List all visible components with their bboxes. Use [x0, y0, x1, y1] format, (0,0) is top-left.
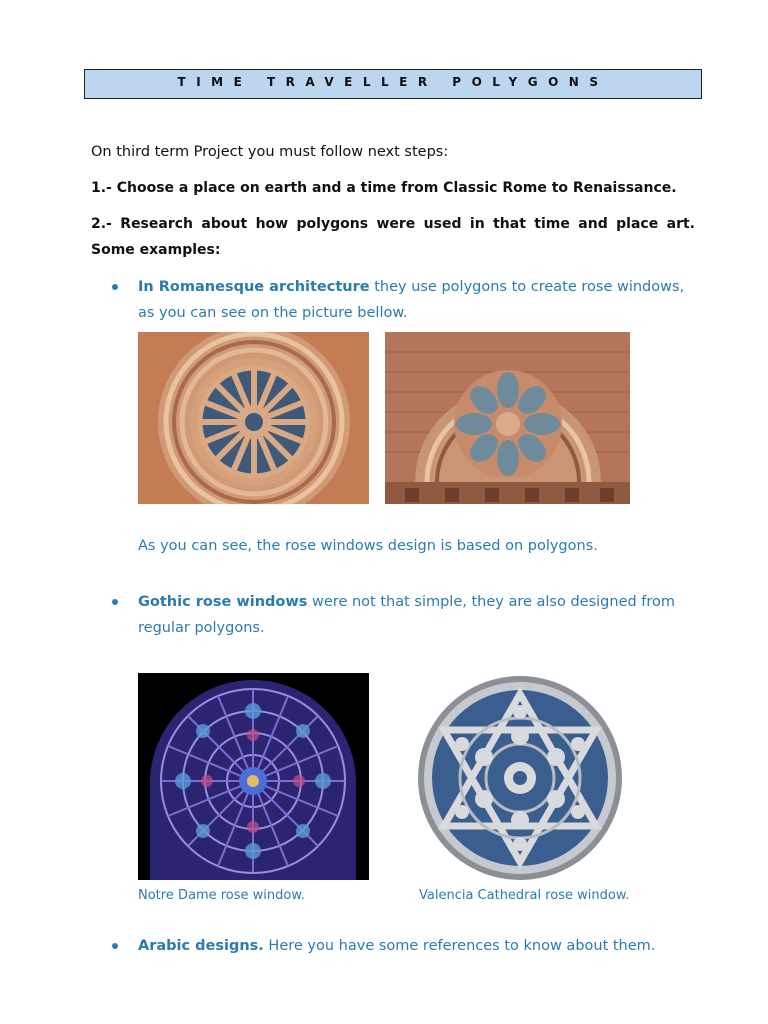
- page-title: TIME TRAVELLER POLYGONS: [177, 75, 609, 89]
- bullet-gothic: [112, 589, 696, 645]
- bullet-icon: [112, 284, 118, 290]
- rose-window-note: As you can see, the rose windows design is based on polygons.: [138, 538, 598, 554]
- notre-dame-caption: Notre Dame rose window.: [138, 888, 305, 903]
- bullet-icon: [112, 599, 118, 605]
- step-2: 2.- Research about how polygons were used in that time and place art. Some examples:: [91, 216, 695, 258]
- bullet-heading: In Romanesque architecture: [138, 279, 370, 295]
- bullet-heading: Arabic designs.: [138, 938, 264, 954]
- bullet-icon: [112, 943, 118, 949]
- bullet-body: they use polygons to create rose windows, as you can see on the picture bellow.: [138, 279, 685, 321]
- romanesque-rose-window-image-1: [138, 332, 369, 504]
- bullet-body: Here you have some references to know about them.: [263, 938, 656, 954]
- intro-paragraph: On third term Project you must follow next steps:: [91, 144, 449, 160]
- bullet-romanesque: [112, 274, 696, 330]
- notre-dame-rose-window-image: [138, 673, 369, 880]
- title-banner: [84, 69, 702, 99]
- step-1: 1.- Choose a place on earth and a time from Classic Rome to Renaissance.: [91, 180, 677, 196]
- valencia-caption: Valencia Cathedral rose window.: [419, 888, 630, 903]
- valencia-rose-window-image: [412, 676, 628, 880]
- bullet-body: were not that simple, they are also designed from regular polygons.: [138, 594, 676, 636]
- romanesque-rose-window-image-2: [385, 332, 630, 504]
- bullet-heading: Gothic rose windows: [138, 594, 308, 610]
- bullet-arabic: [112, 933, 696, 963]
